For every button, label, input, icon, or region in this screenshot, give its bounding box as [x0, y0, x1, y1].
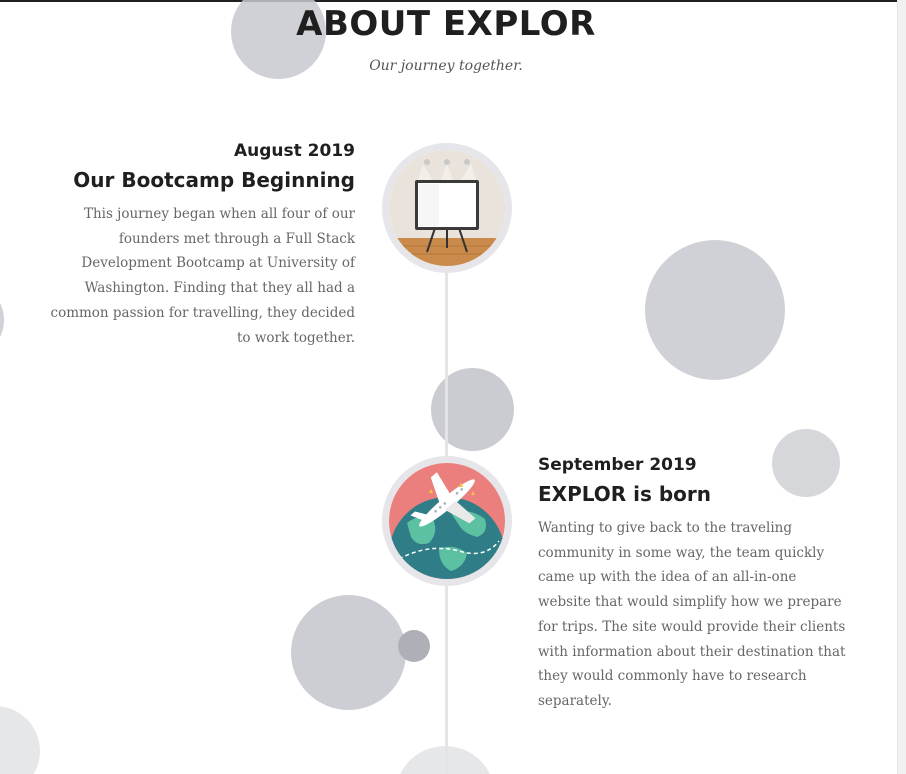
entry-date: August 2019: [233, 141, 355, 161]
entry-date: September 2019: [538, 455, 697, 475]
page-subtitle: Our journey together.: [369, 58, 523, 74]
entry-description: Wanting to give back to the traveling community in some way, the team quickly came up with the idea of an all-in-one website that would simplify how we prepare for trips. The site would provide their clients with information about their destination that they would commonly have to research separately.: [538, 520, 846, 709]
scrollbar[interactable]: [897, 0, 906, 774]
airplane-globe-icon: [389, 463, 505, 579]
decorative-bubble: [0, 285, 4, 355]
top-border: [0, 0, 898, 2]
page-title: ABOUT EXPLOR: [296, 4, 596, 44]
timeline-entry-2: [538, 454, 848, 714]
timeline-medallion-1: [382, 143, 512, 273]
decorative-bubble: [291, 595, 406, 710]
entry-description: This journey began when all four of our founders met through a Full Stack Development Bootcamp at University of Washington. Finding that they all had a common passion for travelling, they decided to work together.: [50, 206, 355, 346]
timeline-entry-1: [50, 140, 355, 350]
timeline-medallion-2: [382, 456, 512, 586]
decorative-bubble: [645, 240, 785, 380]
entry-title: EXPLOR is born: [538, 482, 712, 506]
decorative-bubble: [431, 368, 514, 451]
whiteboard-icon: [389, 150, 505, 266]
decorative-bubble: [398, 630, 430, 662]
entry-title: Our Bootcamp Beginning: [73, 168, 355, 192]
decorative-bubble: [0, 706, 40, 774]
